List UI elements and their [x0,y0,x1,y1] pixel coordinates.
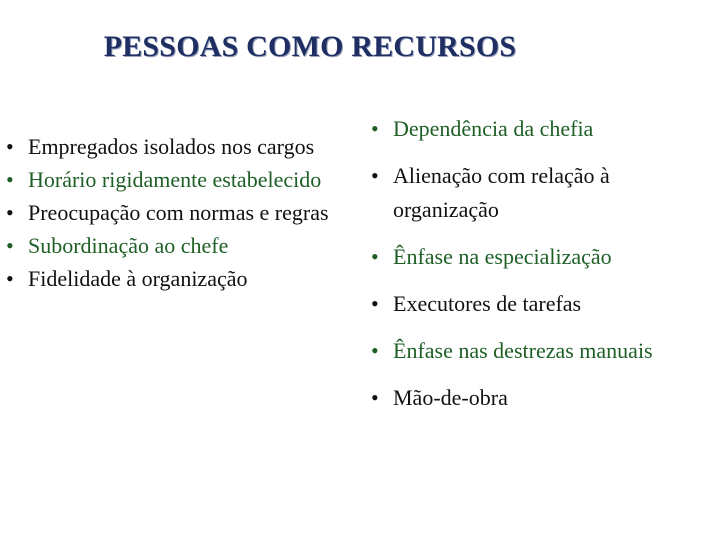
right-item-text: Ênfase nas destrezas manuais [393,338,653,363]
left-item-text: Horário rigidamente estabelecido [28,167,322,192]
right-list-item [365,287,705,321]
bullet-icon: • [6,233,14,258]
bullet-icon: • [371,116,379,141]
right-item-text: Executores de tarefas [393,291,582,316]
left-list-item [0,262,340,295]
left-list-item [0,229,340,262]
right-list-item [365,159,705,227]
bullet-icon: • [371,291,379,316]
bullet-icon: • [6,167,14,192]
right-list-item [365,381,705,415]
bullet-icon: • [371,385,379,410]
left-item-text: Fidelidade à organização [28,266,248,291]
left-bullet-list [0,130,340,295]
right-item-text: Dependência da chefia [393,116,594,141]
bullet-icon: • [6,134,14,159]
right-list-item [365,240,705,274]
bullet-icon: • [6,200,14,225]
right-item-text: Mão-de-obra [393,385,508,410]
left-list-item [0,130,340,163]
left-item-text: Subordinação ao chefe [28,233,229,258]
bullet-icon: • [6,266,14,291]
left-list-item [0,196,340,229]
left-item-text: Empregados isolados nos cargos [28,134,315,159]
bullet-icon: • [371,163,379,188]
right-item-text: Ênfase na especialização [393,244,612,269]
bullet-icon: • [371,244,379,269]
right-list-item [365,334,705,368]
right-list-item [365,112,705,146]
right-bullet-list [365,112,705,428]
left-item-text: Preocupação com normas e regras [28,200,329,225]
slide-title: PESSOAS COMO RECURSOS [103,30,517,63]
left-list-item [0,163,340,196]
right-item-text: Alienação com relação à organização [393,163,610,222]
bullet-icon: • [371,338,379,363]
